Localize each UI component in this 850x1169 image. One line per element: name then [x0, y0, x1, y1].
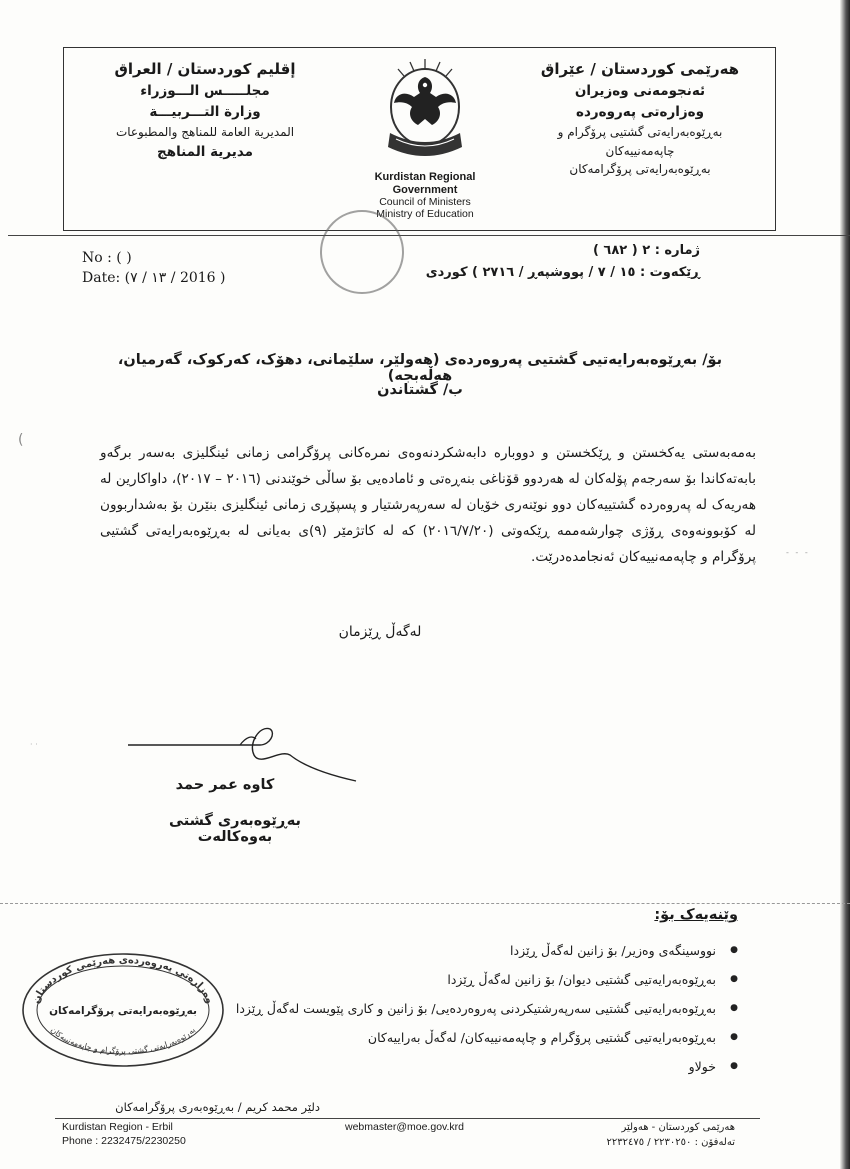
date-field-kurdish: ڕێکەوت : ١٥ / ٧ / پووشپەڕ / ٢٧١٦ ) کوردی	[425, 265, 700, 281]
stamp-outer-text: وەزارەتی پەروەردەی هەرێمی کوردستان	[30, 954, 216, 1006]
letter-body: بەمەبەستی یەکخستن و ڕێکخستن و دووبارە دابەشکردنەوەی نمرەکانی پرۆگرامی زمانی ئینگلیزی بەسەر برگەو بابەتەکاندا بۆ سەرجەم پۆلەکان لە هەردوو قۆناغی بنەڕەتی و ئامادەیی بۆ ساڵی خوێندنی (٢٠١٦ – ٢٠١٧)، داواکارین لە هەریەک لە پەروەردە گشتییەکان دوو نوێنەری خۆیان لە سەرپەرشتیار و پسپۆڕی زمانی ئینگلیزی بنێرن بۆ بەشداربوون لە کۆبوونەوەی ڕۆژی چوارشەممە ڕێکەوتی (٢٠١٦/٧/٢٠) کە لە کاتژمێر (٩)ی بەیانی لە بەڕێوەبەرایەتی گشتیی پرۆگرام و چاپەمەنییەکان ئەنجامدەدرێت.	[100, 445, 756, 565]
kurdish-ministry-name: وەزارەتی پەروەردە	[576, 104, 704, 121]
subject-line: ب/ گشتاندن	[377, 382, 463, 398]
stamp-center-text: بەڕێوەبەرایەتی پرۆگرامەکان	[49, 1005, 197, 1017]
footer-address	[62, 1121, 186, 1148]
eagle-emblem-icon	[370, 55, 480, 167]
kurdish-directorate-general-1: بەڕێوەبەرایەتی گشتیی پرۆگرام و	[557, 125, 723, 140]
scan-mark: · ·	[30, 740, 38, 749]
footer-divider	[55, 1118, 760, 1119]
footer-phone-kurdish: تەلەفۆن : ٢٢٣٠٢٥٠ / ٢٢٣٢٤٧٥	[606, 1136, 735, 1148]
handwritten-signature	[120, 725, 360, 785]
kurdish-directorate-general-2: چاپەمەنییەکان	[605, 143, 675, 158]
footer-email: webmaster@moe.gov.krd	[345, 1121, 465, 1133]
scan-mark: - - -	[786, 548, 810, 557]
footer-phone: Phone : 2232475/2230250	[62, 1134, 186, 1147]
kurdish-directorate: بەڕێوەبەرایەتی پرۆگرامەکان	[569, 162, 711, 177]
round-stamp-top	[320, 210, 404, 294]
logo-line-1: Kurdistan Regional	[374, 171, 476, 183]
letterhead-arabic	[70, 58, 340, 163]
arabic-directorate-general: المديرية العامة للمناهج والمطبوعات	[115, 125, 295, 140]
arabic-ministry-name: وزارة التـــربيـــة	[149, 104, 261, 121]
number-field: No : ( )	[82, 250, 132, 266]
kurdish-region-name: هەرێمی کوردستان / عێراق	[540, 60, 740, 78]
header-divider	[8, 235, 850, 236]
logo-line-2: Government	[392, 183, 458, 196]
addressee-line: بۆ/ بەڕێوەبەرایەتیی گشتیی پەروەردەی (هەولێر، سلێمانی، دهۆک، کەرکوک، گەرمیان، هەڵەبجە)	[117, 352, 723, 384]
list-item: ● نووسینگەی وەزیر/ بۆ زانین لەگەڵ ڕێزدا	[178, 936, 738, 965]
footer-address-kurdish	[606, 1121, 735, 1150]
arabic-council-name: مجلـــــس الـــوزراء	[140, 83, 270, 100]
logo-line-4: Ministry of Education	[376, 208, 474, 221]
scan-mark: (	[18, 432, 24, 448]
dotted-separator	[0, 903, 850, 904]
list-item: ● بەڕێوەبەرایەتیی گشتیی دیوان/ بۆ زانین لەگەڵ ڕێزدا	[178, 965, 738, 994]
footer-location-kurdish: هەرێمی کوردستان - هەولێر	[621, 1122, 735, 1133]
logo-line-3: Council of Ministers	[379, 196, 471, 209]
copies-list	[178, 936, 738, 1081]
arabic-region-name: إقليم كوردستان / العراق	[114, 60, 296, 78]
krg-logo	[355, 55, 495, 235]
footer-location: Kurdistan Region - Erbil	[62, 1121, 173, 1133]
signatory-name: کاوە عمر حمد	[175, 777, 275, 793]
list-item: ● خولاو	[178, 1052, 738, 1081]
prepared-by: دلێر محمد کریم / بەڕێوەبەری پرۆگرامەکان	[115, 1100, 320, 1114]
closing-regards: لەگەڵ ڕێزمان	[338, 624, 422, 640]
official-stamp	[18, 950, 228, 1070]
svg-text:وەزارەتی پەروەردەی هەرێمی کورد	[31, 955, 215, 1005]
reference-latin	[82, 248, 226, 289]
stamp-bottom-text: بەڕێوەبەرایەتی گشتی پرۆگرام و چاپەمەنییەکان	[48, 1025, 198, 1056]
signatory-title: بەڕێوەبەری گشتی بەوەکالەت	[169, 813, 301, 845]
copies-heading: وێنەیەک بۆ:	[654, 907, 738, 923]
svg-text:بەڕێوەبەرایەتی گشتی پرۆگرام و	[49, 1025, 197, 1055]
list-item: ● بەڕێوەبەرایەتیی گشتیی پرۆگرام و چاپەمەنییەکان/ لەگەڵ بەراییەکان	[178, 1023, 738, 1052]
arabic-directorate: مديرية المناهج	[157, 143, 253, 160]
letterhead-kurdish	[510, 58, 770, 179]
list-item: ● بەڕێوەبەرایەتیی گشتیی سەرپەرشتیکردنی پەروەردەیی/ بۆ زانین و کاری پێویست لەگەڵ ڕێزدا	[178, 994, 738, 1023]
number-field-kurdish: ژمارە : ٢ ( ٦٨٢ )	[592, 243, 700, 258]
kurdish-council-name: ئەنجومەنی وەزیران	[574, 83, 706, 100]
scan-edge	[840, 0, 850, 1169]
reference-kurdish	[426, 240, 700, 284]
date-field: Date: (١٣ / ٧ / 2016 )	[82, 270, 226, 287]
